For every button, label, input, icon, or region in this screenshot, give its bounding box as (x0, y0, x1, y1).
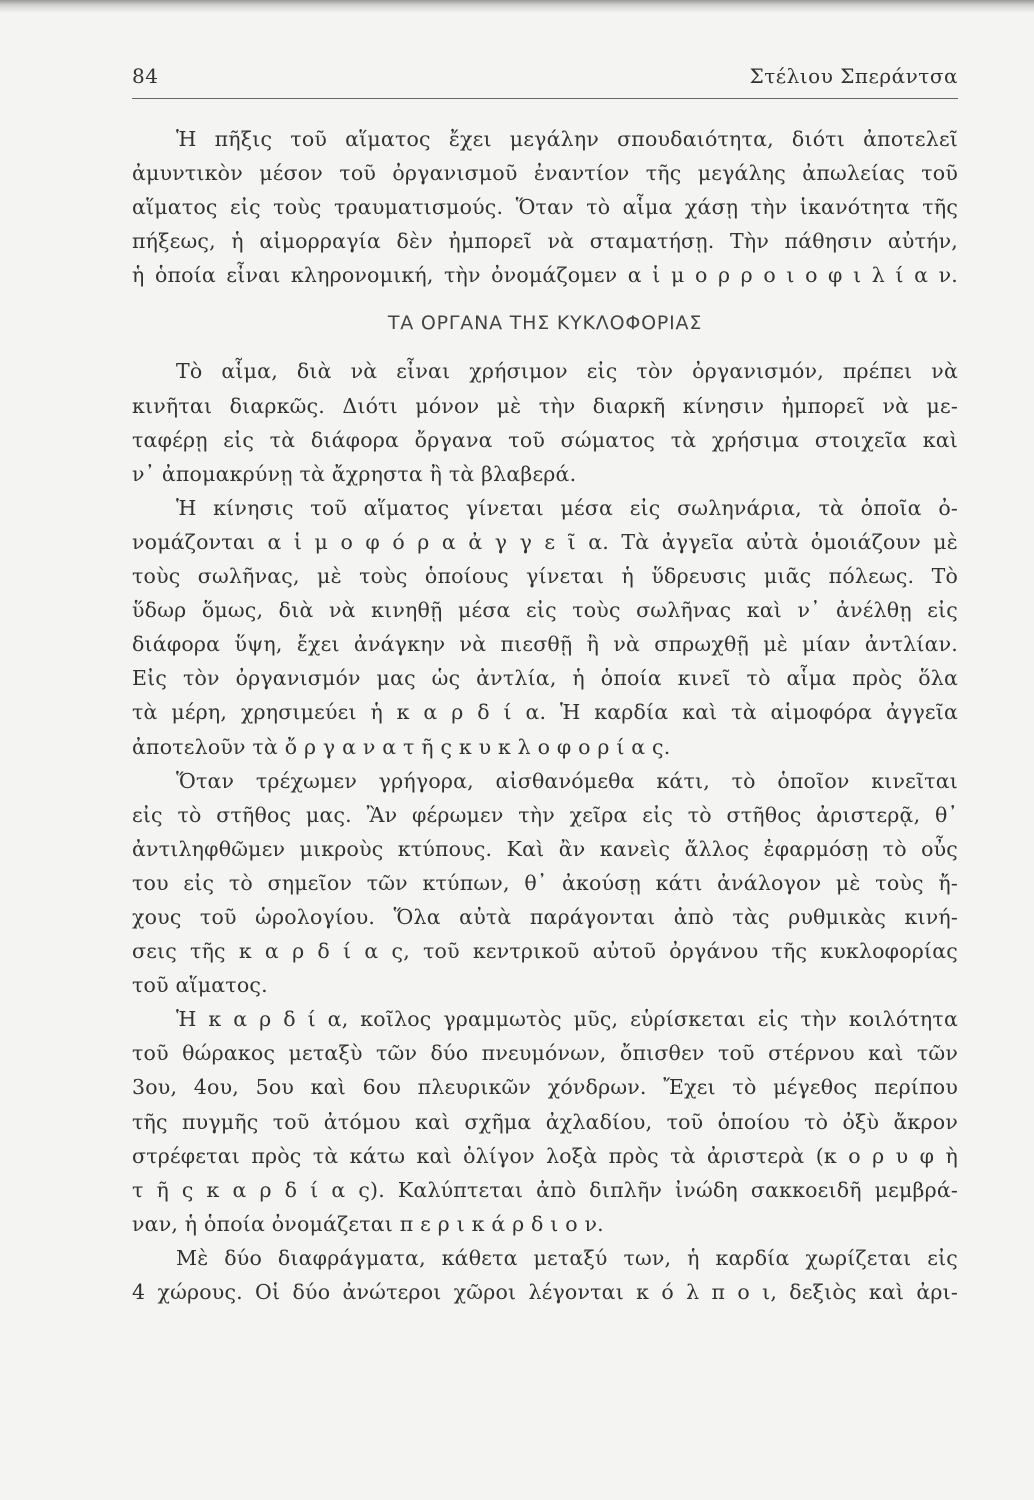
text-line: διάφορα ὕψη, ἔχει ἀνάγκην νὰ πιεσθῇ ἢ νὰ σπρωχθῇ μὲ μίαν ἀντλίαν. (132, 632, 958, 657)
text-line: 4 χώρους. Οἱ δύο ἀνώτεροι χῶροι λέγονται κ ό λ π ο ι, δεξιὸς καὶ ἀρι- (132, 1280, 958, 1304)
running-head: Στέλιου Σπεράντσα (749, 64, 958, 88)
text-line: Τὸ αἷμα, διὰ νὰ εἶναι χρήσιμον εἰς τὸν ὀργανισμόν, πρέπει νὰ (176, 359, 958, 384)
section-title: ΤΑ ΟΡΓΑΝΑ ΤΗΣ ΚΥΚΛΟΦΟΡΙΑΣ (387, 312, 703, 335)
text-line: Ἡ κίνησις τοῦ αἵματος γίνεται μέσα εἰς σωληνάρια, τὰ ὁποῖα ὀ- (176, 495, 958, 520)
page-header (132, 60, 958, 99)
text-line: τῆς πυγμῆς τοῦ ἀτόμου καὶ σχῆμα ἀχλαδίου, τοῦ ὁποίου τὸ ὀξὺ ἄκρον (132, 1109, 958, 1134)
text-line: στρέφεται πρὸς τὰ κάτω καὶ ὀλίγον λοξὰ πρὸς τὰ ἀριστερὰ (κ ο ρ υ φ ὴ (132, 1143, 958, 1168)
text-line: ἀποτελοῦν τὰ ὄ ρ γ α ν α τ ῆ ς κ υ κ λ ο φ ο ρ ί α ς. (132, 734, 671, 759)
body-text (132, 122, 958, 1309)
text-line: Ὅταν τρέχωμεν γρήγορα, αἰσθανόμεθα κάτι, τὸ ὁποῖον κινεῖται (176, 768, 958, 793)
text-line: Ἡ κ α ρ δ ί α, κοῖλος γραμμωτὸς μῦς, εὑρίσκεται εἰς τὴν κοιλότητα (176, 1007, 958, 1032)
text-line: ταφέρῃ εἰς τὰ διάφορα ὄργανα τοῦ σώματος τὰ χρήσιμα στοιχεῖα καὶ (132, 427, 958, 452)
text-line: ν᾿ ἀπομακρύνῃ τὰ ἄχρηστα ἢ τὰ βλαβερά. (132, 461, 577, 486)
text-line: κινῆται διαρκῶς. Διότι μόνον μὲ τὴν διαρκῆ κίνησιν ἠμπορεῖ νὰ με- (132, 393, 958, 418)
text-line: αἵματος εἰς τοὺς τραυματισμούς. Ὅταν τὸ αἷμα χάσῃ τὴν ἱκανότητα τῆς (132, 195, 958, 220)
text-line: πήξεως, ἡ αἱμορραγία δὲν ἠμπορεῖ νὰ σταματήσῃ. Τὴν πάθησιν αὐτήν, (132, 229, 958, 254)
text-line: τοῦ αἵματος. (132, 973, 268, 998)
text-line: τοὺς σωλῆνας, μὲ τοὺς ὁποίους γίνεται ἡ ὕδρευσις μιᾶς πόλεως. Τὸ (132, 564, 958, 589)
text-line: Ἡ πῆξις τοῦ αἵματος ἔχει μεγάλην σπουδαιότητα, διότι ἀποτελεῖ (176, 127, 958, 151)
text-line: ὕδωρ ὅμως, διὰ νὰ κινηθῇ μέσα εἰς τοὺς σωλῆνας καὶ ν᾿ ἀνέλθῃ εἰς (132, 598, 958, 623)
page-number: 84 (132, 64, 159, 88)
text-line: σεις τῆς κ α ρ δ ί α ς, τοῦ κεντρικοῦ αὐτοῦ ὀργάνου τῆς κυκλοφορίας (132, 939, 958, 964)
text-line: τ ῆ ς κ α ρ δ ί α ς). Καλύπτεται ἀπὸ διπλῆν ἰνώδη σακκοειδῆ μεμβρά- (132, 1177, 958, 1202)
text-line: Μὲ δύο διαφράγματα, κάθετα μεταξύ των, ἡ καρδία χωρίζεται εἰς (176, 1245, 958, 1270)
text-line: 3ου, 4ου, 5ου καὶ 6ου πλευρικῶν χόνδρων. Ἔχει τὸ μέγεθος περίπου (132, 1075, 958, 1100)
text-line: τὰ μέρη, χρησιμεύει ἡ κ α ρ δ ί α. Ἡ καρδία καὶ τὰ αἱμοφόρα ἀγγεῖα (132, 700, 958, 725)
text-line: χους τοῦ ὡρολογίου. Ὅλα αὐτὰ παράγονται ἀπὸ τὰς ρυθμικὰς κινή- (132, 904, 958, 929)
text-line: ἡ ὁποία εἶναι κληρονομική, τὴν ὀνομάζομεν α ἱ μ ο ρ ρ ο ι ο φ ι λ ί α ν. (132, 263, 958, 288)
scan-top-edge (0, 0, 1034, 12)
text-line: ναν, ἡ ὁποία ὀνομάζεται π ε ρ ι κ ά ρ δ ι ο ν. (132, 1211, 604, 1236)
text-line: Εἰς τὸν ὀργανισμόν μας ὡς ἀντλία, ἡ ὁποία κινεῖ τὸ αἷμα πρὸς ὅλα (132, 666, 958, 691)
text-line: εἰς τὸ στῆθος μας. Ἂν φέρωμεν τὴν χεῖρα εἰς τὸ στῆθος ἀριστερᾷ, θ᾿ (132, 802, 958, 827)
text-line: τοῦ θώρακος μεταξὺ τῶν δύο πνευμόνων, ὄπισθεν τοῦ στέρνου καὶ τῶν (132, 1041, 958, 1066)
text-line: ἀμυντικὸν μέσον τοῦ ὀργανισμοῦ ἐναντίον τῆς μεγάλης ἀπωλείας τοῦ (132, 161, 958, 186)
text-line: νομάζονται α ἱ μ ο φ ό ρ α ἀ γ γ ε ῖ α. Τὰ ἀγγεῖα αὐτὰ ὁμοιάζουν μὲ (132, 529, 958, 554)
text-line: του εἰς τὸ σημεῖον τῶν κτύπων, θ᾿ ἀκούσῃ κάτι ἀνάλογον μὲ τοὺς ἤ- (132, 870, 958, 895)
text-line: ἀντιληφθῶμεν μικροὺς κτύπους. Καὶ ἂν κανεὶς ἄλλος ἐφαρμόσῃ τὸ οὖς (132, 836, 958, 861)
